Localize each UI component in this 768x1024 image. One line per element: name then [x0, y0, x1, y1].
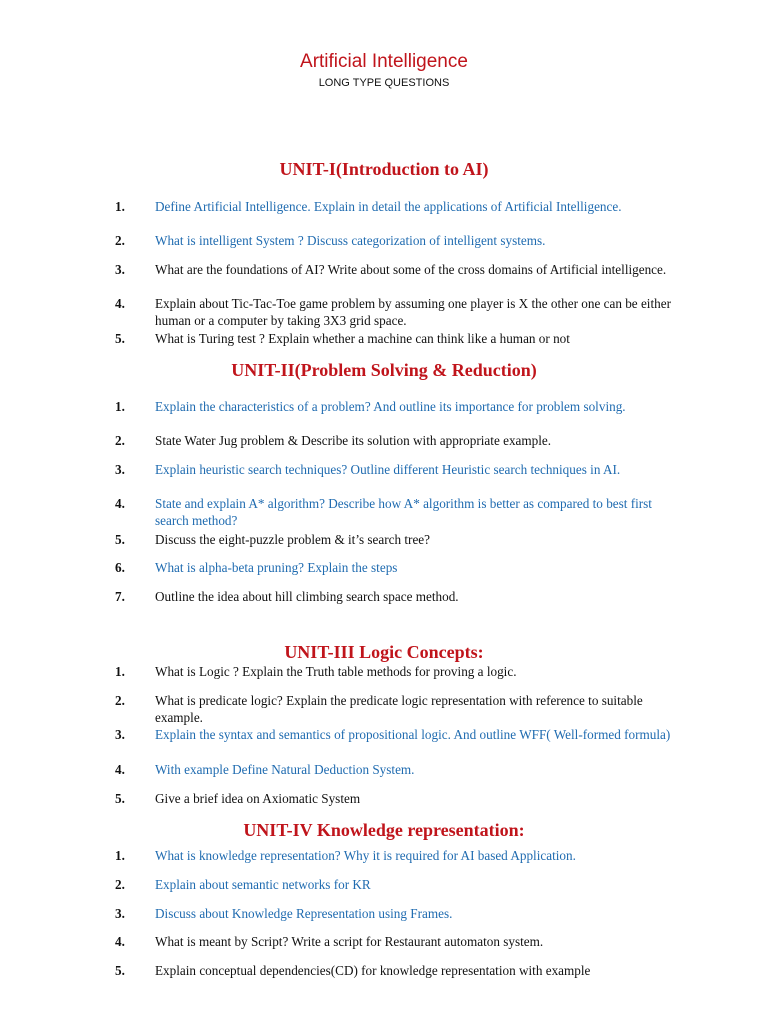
question-number: 3. [115, 727, 125, 742]
question-text: What is Logic ? Explain the Truth table methods for proving a logic. [155, 664, 517, 679]
question-text: Define Artificial Intelligence. Explain in detail the applications of Artificial Intelligence. [155, 199, 622, 214]
question-text: Explain heuristic search techniques? Outline different Heuristic search techniques in AI. [155, 462, 621, 477]
question-number: 4. [115, 762, 125, 777]
question-text: Explain the syntax and semantics of propositional logic. And outline WFF( Well-formed formula) [155, 727, 671, 742]
question-text: What are the foundations of AI? Write about some of the cross domains of Artificial intelligence. [155, 262, 667, 277]
question-number: 4. [115, 934, 125, 949]
question-text: Give a brief idea on Axiomatic System [155, 791, 361, 806]
unit-heading: UNIT-I(Introduction to AI) [279, 159, 489, 179]
question-number: 4. [115, 496, 125, 511]
question-text: Outline the idea about hill climbing search space method. [155, 589, 459, 604]
question-text: What is knowledge representation? Why it is required for AI based Application. [155, 848, 576, 863]
document-subtitle: LONG TYPE QUESTIONS [318, 77, 450, 89]
question-text: Discuss the eight-puzzle problem & it’s search tree? [155, 532, 431, 547]
question-text: What is meant by Script? Write a script for Restaurant automaton system. [155, 934, 544, 949]
question-number: 1. [115, 199, 125, 214]
question-text: State Water Jug problem & Describe its solution with appropriate example. [155, 433, 552, 448]
unit-heading: UNIT-II(Problem Solving & Reduction) [231, 360, 537, 380]
question-number: 5. [115, 963, 125, 978]
question-number: 4. [115, 296, 125, 311]
question-number: 2. [115, 877, 125, 892]
question-number: 5. [115, 331, 125, 346]
question-text: What is intelligent System ? Discuss categorization of intelligent systems. [155, 233, 546, 248]
question-text: Explain about Tic-Tac-Toe game problem by assuming one player is X the other one can be either human or a computer by taking 3X3 grid space. [155, 296, 671, 328]
question-text: What is predicate logic? Explain the predicate logic representation with reference to suitable example. [155, 693, 643, 725]
question-text: What is Turing test ? Explain whether a machine can think like a human or not [155, 331, 570, 346]
question-number: 5. [115, 532, 125, 547]
question-text: Explain conceptual dependencies(CD) for knowledge representation with example [155, 963, 591, 978]
question-text: With example Define Natural Deduction System. [155, 762, 415, 777]
question-text: State and explain A* algorithm? Describe how A* algorithm is better as compared to best first search method? [155, 496, 652, 528]
question-number: 7. [115, 589, 125, 604]
question-number: 3. [115, 906, 125, 921]
question-text: Explain the characteristics of a problem? And outline its importance for problem solving. [155, 399, 626, 414]
question-number: 2. [115, 433, 125, 448]
question-number: 2. [115, 693, 125, 708]
question-number: 3. [115, 462, 125, 477]
question-text: Discuss about Knowledge Representation using Frames. [155, 906, 453, 921]
question-number: 1. [115, 399, 125, 414]
question-number: 1. [115, 664, 125, 679]
question-text: What is alpha-beta pruning? Explain the steps [155, 560, 398, 575]
question-number: 3. [115, 262, 125, 277]
document-title: Artificial Intelligence [300, 51, 468, 72]
question-number: 2. [115, 233, 125, 248]
question-number: 5. [115, 791, 125, 806]
question-number: 1. [115, 848, 125, 863]
unit-heading: UNIT-III Logic Concepts: [284, 642, 484, 662]
unit-heading: UNIT-IV Knowledge representation: [243, 820, 525, 840]
question-number: 6. [115, 560, 125, 575]
question-text: Explain about semantic networks for KR [155, 877, 371, 892]
